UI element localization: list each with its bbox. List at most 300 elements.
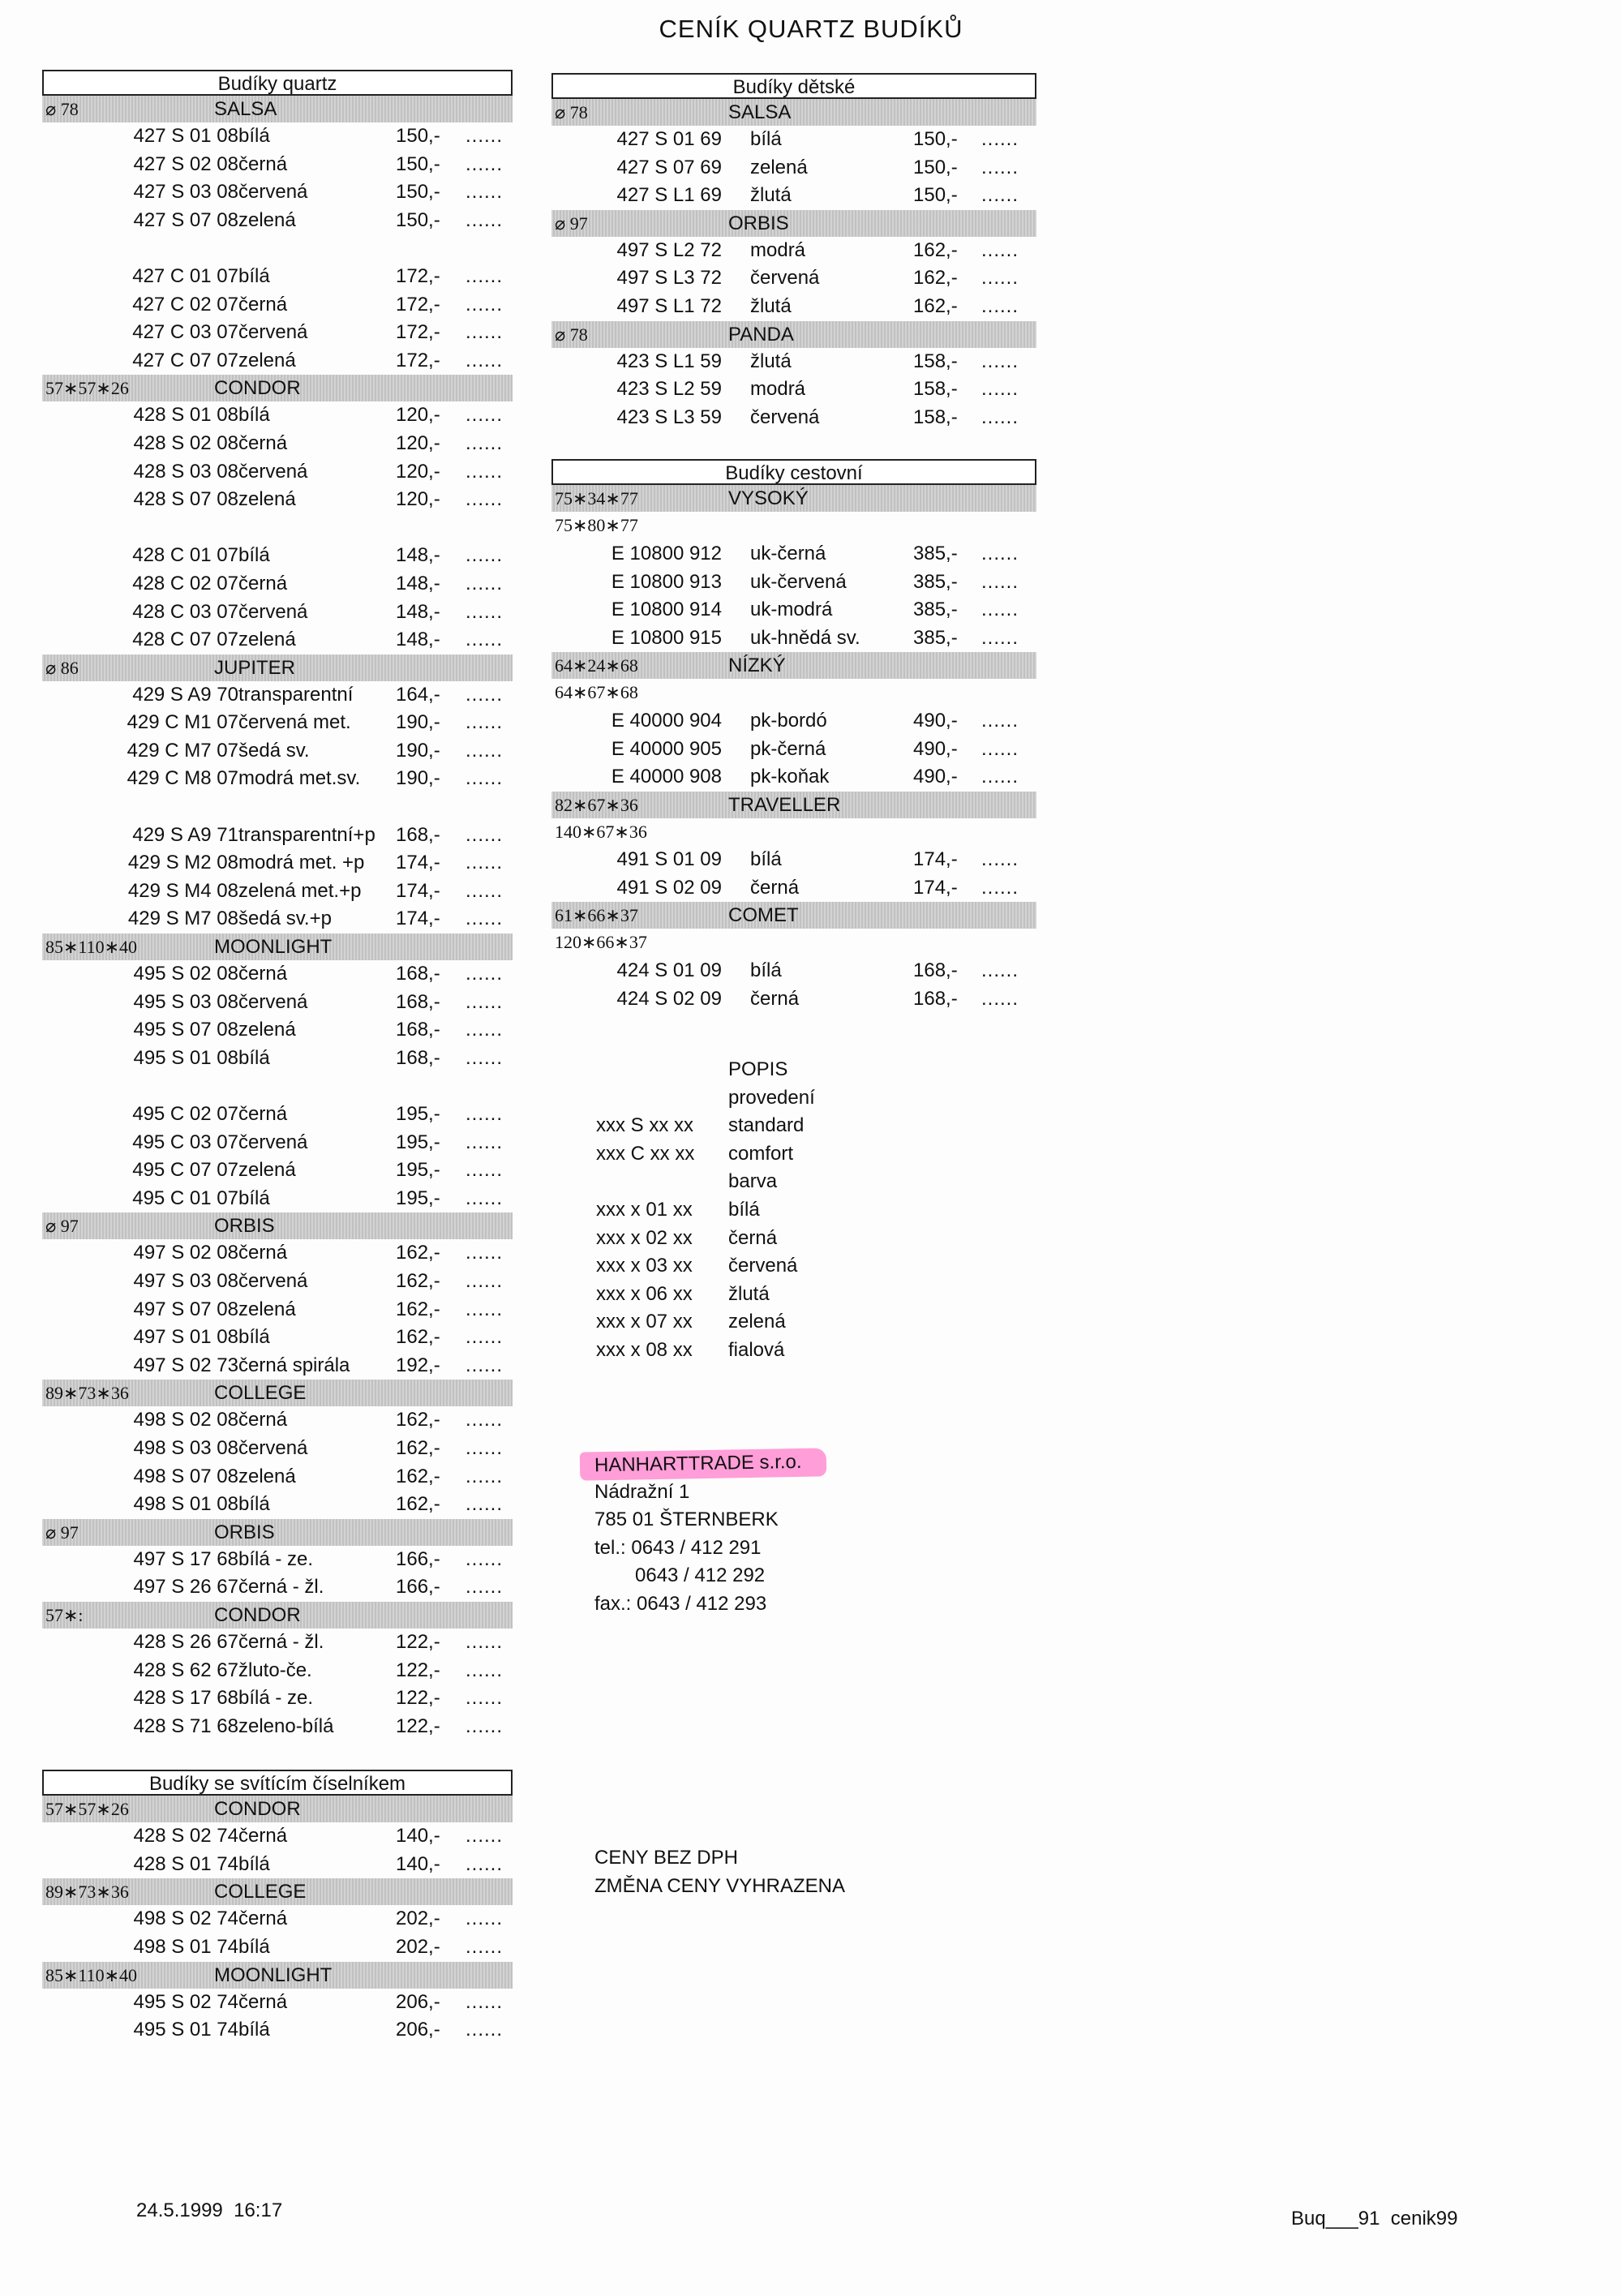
price-row: [42, 207, 513, 235]
price-row: [551, 264, 1036, 293]
product-price: 162,-: [396, 1326, 440, 1349]
quantity-dots: ......: [466, 1354, 504, 1376]
product-code: 495 S 03 08: [133, 990, 238, 1013]
product-color: zeleno-bílá: [238, 1714, 334, 1737]
product-code: 495 C 02 07: [132, 1103, 238, 1125]
product-color: zelená: [238, 349, 296, 371]
product-color: žlutá: [750, 184, 792, 207]
product-color: černá: [238, 1409, 288, 1431]
price-row: [551, 874, 1036, 903]
price-row: [42, 1546, 513, 1574]
product-price: 162,-: [396, 1465, 440, 1487]
group-model-name: SALSA: [214, 98, 277, 120]
price-row: [42, 401, 513, 430]
secondary-dimensions: 75∗80∗77: [555, 515, 638, 536]
product-code: 495 S 02 08: [133, 963, 238, 985]
product-color: zelená: [750, 156, 808, 178]
product-price: 195,-: [396, 1131, 440, 1153]
quantity-dots: ......: [466, 181, 504, 204]
product-price: 122,-: [396, 1687, 440, 1710]
product-color: černá - žl.: [238, 1630, 324, 1653]
product-price: 202,-: [396, 1936, 440, 1959]
quantity-dots: ......: [466, 1687, 504, 1710]
product-group-header: [551, 485, 1036, 512]
group-model-name: SALSA: [728, 101, 792, 123]
price-row: [42, 1933, 513, 1962]
product-code: 428 S 02 74: [133, 1825, 238, 1848]
product-price: 122,-: [396, 1630, 440, 1653]
quantity-dots: ......: [981, 766, 1019, 788]
product-price: 148,-: [396, 544, 440, 567]
price-row: [42, 681, 513, 710]
legend-row: [551, 1337, 973, 1365]
price-row: [551, 957, 1036, 985]
product-price: 140,-: [396, 1825, 440, 1848]
group-model-name: ORBIS: [214, 1215, 275, 1238]
product-price: 195,-: [396, 1159, 440, 1182]
product-code: E 10800 912: [611, 542, 722, 564]
group-dimensions: 75∗34∗77: [555, 488, 638, 509]
product-code: 428 S 17 68: [133, 1687, 238, 1710]
product-price: 162,-: [396, 1493, 440, 1516]
group-dimensions: 57∗:: [45, 1604, 84, 1625]
product-color: černá: [238, 1103, 288, 1125]
product-code: 495 S 01 74: [133, 2019, 238, 2041]
group-dimensions: 82∗67∗36: [555, 794, 638, 815]
product-code: 427 C 07 07: [132, 349, 238, 371]
price-row: [42, 1905, 513, 1933]
product-price: 490,-: [913, 737, 958, 760]
product-color: černá: [238, 963, 288, 985]
product-code: 429 S M7 08: [127, 908, 238, 930]
product-code: 491 S 01 09: [616, 848, 722, 871]
product-group-header: [551, 321, 1036, 348]
price-row: [42, 878, 513, 906]
price-row: [42, 1045, 513, 1073]
group-model-name: COLLEGE: [214, 1382, 307, 1405]
product-code: 497 S 02 73: [133, 1354, 238, 1376]
quantity-dots: ......: [466, 963, 504, 985]
product-color: bílá - ze.: [238, 1547, 314, 1570]
quantity-dots: ......: [466, 1187, 504, 1209]
product-price: 490,-: [913, 709, 958, 732]
quantity-dots: ......: [466, 1131, 504, 1153]
quantity-dots: ......: [466, 1714, 504, 1737]
quantity-dots: ......: [981, 406, 1019, 428]
legend-text: žlutá: [728, 1282, 770, 1305]
product-group-header: [551, 792, 1036, 818]
quantity-dots: ......: [466, 1852, 504, 1875]
product-code: 427 C 03 07: [132, 321, 238, 344]
price-row: [42, 542, 513, 570]
product-color: černá: [750, 876, 800, 899]
product-group-header: [42, 933, 513, 960]
product-color: zelená: [238, 1298, 296, 1320]
product-color: zelená: [238, 488, 296, 511]
quantity-dots: ......: [466, 1046, 504, 1069]
product-color: uk-modrá: [750, 599, 833, 621]
product-code: 497 S L3 72: [616, 267, 722, 290]
legend-text: bílá: [728, 1198, 760, 1221]
product-color: bílá: [750, 959, 782, 982]
product-price: 122,-: [396, 1714, 440, 1737]
product-price: 162,-: [396, 1242, 440, 1264]
product-code: 491 S 02 09: [616, 876, 722, 899]
price-row: [42, 765, 513, 793]
quantity-dots: ......: [981, 737, 1019, 760]
quantity-dots: ......: [981, 128, 1019, 150]
quantity-dots: ......: [466, 1326, 504, 1349]
product-code: 423 S L2 59: [616, 378, 722, 401]
product-code: 424 S 02 09: [616, 987, 722, 1010]
city: 785 01 ŠTERNBERK: [594, 1508, 779, 1531]
product-price: 195,-: [396, 1187, 440, 1209]
product-color: černá: [238, 1908, 288, 1930]
product-price: 168,-: [913, 987, 958, 1010]
product-color: červená: [238, 181, 308, 204]
product-price: 174,-: [396, 908, 440, 930]
product-code: E 10800 913: [611, 570, 722, 593]
product-code: 497 S L2 72: [616, 238, 722, 261]
product-color: bílá: [238, 1326, 270, 1349]
group-model-name: NÍZKÝ: [728, 654, 786, 677]
quantity-dots: ......: [466, 629, 504, 651]
price-row: [42, 960, 513, 989]
price-row: [42, 263, 513, 291]
product-price: 148,-: [396, 600, 440, 623]
product-price: 172,-: [396, 321, 440, 344]
quantity-dots: ......: [466, 767, 504, 790]
product-price: 150,-: [913, 184, 958, 207]
price-row: [42, 1101, 513, 1129]
product-price: 150,-: [396, 125, 440, 147]
quantity-dots: ......: [981, 570, 1019, 593]
product-code: 497 S 26 67: [133, 1576, 238, 1599]
quantity-dots: ......: [466, 908, 504, 930]
product-group-header: [42, 1212, 513, 1239]
quantity-dots: ......: [466, 488, 504, 511]
price-section: [551, 73, 1036, 431]
price-row: [551, 540, 1036, 569]
product-code: 498 S 02 74: [133, 1908, 238, 1930]
quantity-dots: ......: [981, 876, 1019, 899]
price-section: [42, 1770, 513, 2045]
price-row: [42, 1657, 513, 1685]
quantity-dots: ......: [466, 1103, 504, 1125]
price-row: [42, 1296, 513, 1324]
legend-row: [551, 1140, 973, 1169]
product-price: 168,-: [913, 959, 958, 982]
product-color: modrá: [750, 238, 806, 261]
secondary-dimensions: 64∗67∗68: [555, 682, 638, 703]
quantity-dots: ......: [466, 852, 504, 874]
product-color: bílá: [750, 848, 782, 871]
price-row: [42, 1268, 513, 1296]
quantity-dots: ......: [466, 1630, 504, 1653]
page-title: CENÍK QUARTZ BUDÍKŮ: [659, 15, 963, 43]
right-column: [551, 73, 1036, 1013]
product-price: 122,-: [396, 1659, 440, 1681]
price-row: [42, 570, 513, 599]
price-row: [42, 1713, 513, 1741]
quantity-dots: ......: [981, 599, 1019, 621]
product-price: 385,-: [913, 570, 958, 593]
price-row: [551, 736, 1036, 764]
price-row: [42, 1851, 513, 1879]
product-price: 120,-: [396, 460, 440, 483]
product-color: bílá: [238, 2019, 270, 2041]
group-dimensions: 64∗24∗68: [555, 655, 638, 676]
price-row: [42, 1629, 513, 1657]
product-color: transparentní: [238, 683, 354, 706]
legend-text: comfort: [728, 1142, 794, 1165]
quantity-dots: ......: [466, 1436, 504, 1459]
product-code: E 40000 905: [611, 737, 722, 760]
price-row: [551, 846, 1036, 874]
product-color: bílá: [238, 404, 270, 427]
quantity-dots: ......: [981, 626, 1019, 649]
price-row: [42, 822, 513, 850]
group-dimensions: ⌀ 78: [555, 324, 588, 345]
product-color: modrá met. +p: [238, 852, 365, 874]
product-code: 429 S A9 71: [132, 823, 238, 846]
legend-row: [551, 1196, 973, 1225]
quantity-dots: ......: [981, 350, 1019, 372]
product-code: 429 S A9 70: [132, 683, 238, 706]
section-title: Budíky se svítícím číselníkem: [42, 1770, 513, 1796]
quantity-dots: ......: [466, 739, 504, 762]
product-price: 206,-: [396, 1990, 440, 2013]
product-code: 427 S 03 08: [133, 181, 238, 204]
row-spacer: [42, 1072, 513, 1101]
product-code: 429 C M7 07: [127, 739, 238, 762]
product-group-header: [42, 1878, 513, 1905]
product-group-header: [42, 96, 513, 122]
price-row: [551, 376, 1036, 404]
price-row: [42, 1684, 513, 1713]
price-row: [42, 1239, 513, 1268]
product-color: černá: [238, 572, 288, 594]
product-color: černá: [750, 987, 800, 1010]
section-title: Budíky quartz: [42, 70, 513, 96]
product-color: černá: [238, 431, 288, 454]
quantity-dots: ......: [981, 848, 1019, 871]
product-color: černá: [238, 1990, 288, 2013]
product-group-header: [551, 210, 1036, 237]
product-code: 424 S 01 09: [616, 959, 722, 982]
price-row: [42, 458, 513, 487]
secondary-dimensions: 140∗67∗36: [555, 821, 647, 842]
product-color: bílá: [238, 1187, 270, 1209]
product-code: 498 S 07 08: [133, 1465, 238, 1487]
product-price: 162,-: [396, 1409, 440, 1431]
quantity-dots: ......: [466, 1576, 504, 1599]
price-section: [42, 70, 513, 1740]
product-group-header: [42, 654, 513, 681]
row-spacer: [42, 793, 513, 822]
group-model-name: PANDA: [728, 323, 794, 345]
product-color: uk-černá: [750, 542, 826, 564]
product-color: červená: [238, 1131, 308, 1153]
product-color: šedá sv.: [238, 739, 310, 762]
product-code: 428 S 62 67: [133, 1659, 238, 1681]
price-row: [42, 905, 513, 933]
product-price: 174,-: [396, 879, 440, 902]
price-row: [551, 404, 1036, 432]
product-price: 158,-: [913, 406, 958, 428]
group-model-name: VYSOKÝ: [728, 487, 809, 510]
legend-row: [551, 1084, 973, 1113]
product-color: černá: [238, 152, 288, 175]
price-row: [42, 1129, 513, 1157]
group-model-name: MOONLIGHT: [214, 1963, 333, 1986]
product-code: E 40000 908: [611, 766, 722, 788]
price-row: [551, 348, 1036, 376]
group-model-name: CONDOR: [214, 377, 301, 400]
product-color: žluto-če.: [238, 1659, 312, 1681]
product-price: 385,-: [913, 599, 958, 621]
group-dimensions: 57∗57∗26: [45, 378, 129, 399]
price-row: [42, 2016, 513, 2045]
price-row: [551, 985, 1036, 1014]
product-code: 427 S L1 69: [616, 184, 722, 207]
legend-code: xxx x 07 xx: [596, 1311, 693, 1333]
quantity-dots: ......: [466, 990, 504, 1013]
product-price: 148,-: [396, 572, 440, 594]
product-color: zelená: [238, 1159, 296, 1182]
group-model-name: ORBIS: [214, 1521, 275, 1543]
product-color: zelená: [238, 629, 296, 651]
quantity-dots: ......: [466, 1269, 504, 1292]
product-code: 498 S 01 74: [133, 1936, 238, 1959]
legend-row: [551, 1308, 973, 1337]
product-price: 168,-: [396, 1019, 440, 1041]
quantity-dots: ......: [466, 1409, 504, 1431]
group-dimensions: 85∗110∗40: [45, 937, 138, 958]
quantity-dots: ......: [466, 1825, 504, 1848]
product-group-header: [42, 1380, 513, 1406]
product-color: zelená: [238, 1019, 296, 1041]
product-color: žlutá: [750, 350, 792, 372]
product-code: 429 C M1 07: [127, 711, 238, 734]
product-color: bílá: [238, 1852, 270, 1875]
secondary-dimensions: 120∗66∗37: [555, 932, 647, 953]
product-price: 158,-: [913, 378, 958, 401]
quantity-dots: ......: [466, 208, 504, 231]
product-code: 497 S 01 08: [133, 1326, 238, 1349]
product-code: 429 S M4 08: [127, 879, 238, 902]
price-row: [42, 1352, 513, 1380]
group-model-name: COLLEGE: [214, 1881, 307, 1903]
product-code: 427 C 01 07: [132, 264, 238, 287]
quantity-dots: ......: [466, 823, 504, 846]
product-group-header: [42, 1796, 513, 1822]
legend-code: xxx x 08 xx: [596, 1338, 693, 1361]
product-code: 497 S 17 68: [133, 1547, 238, 1570]
product-code: 497 S 07 08: [133, 1298, 238, 1320]
legend-code: xxx C xx xx: [596, 1142, 695, 1165]
price-row: [551, 596, 1036, 624]
product-code: 498 S 02 08: [133, 1409, 238, 1431]
product-price: 162,-: [396, 1298, 440, 1320]
group-dimensions: ⌀ 97: [45, 1216, 79, 1237]
product-price: 192,-: [396, 1354, 440, 1376]
price-row: [42, 291, 513, 320]
price-row: [42, 1822, 513, 1851]
product-color: červená: [750, 267, 820, 290]
legend-text: červená: [728, 1255, 798, 1277]
product-price: 190,-: [396, 767, 440, 790]
product-price: 162,-: [913, 238, 958, 261]
quantity-dots: ......: [466, 1242, 504, 1264]
product-color: bílá - ze.: [238, 1687, 314, 1710]
quantity-dots: ......: [981, 959, 1019, 982]
legend-text: standard: [728, 1114, 805, 1137]
product-code: 495 C 03 07: [132, 1131, 238, 1153]
product-code: 428 C 02 07: [132, 572, 238, 594]
product-code: 428 C 03 07: [132, 600, 238, 623]
product-code: 427 S 07 08: [133, 208, 238, 231]
product-color: modrá: [750, 378, 806, 401]
product-group-header: [42, 1519, 513, 1546]
product-code: 427 C 02 07: [132, 293, 238, 315]
group-model-name: COMET: [728, 904, 799, 927]
product-price: 206,-: [396, 2019, 440, 2041]
product-code: 498 S 03 08: [133, 1436, 238, 1459]
product-price: 150,-: [913, 128, 958, 150]
product-price: 190,-: [396, 739, 440, 762]
product-code: 428 S 71 68: [133, 1714, 238, 1737]
product-code: 428 S 07 08: [133, 488, 238, 511]
product-color: bílá: [750, 128, 782, 150]
product-price: 174,-: [913, 848, 958, 871]
contact-block: [594, 1450, 1081, 1619]
product-code: 423 S L1 59: [616, 350, 722, 372]
product-price: 162,-: [913, 267, 958, 290]
legend-text: POPIS: [728, 1058, 788, 1080]
quantity-dots: ......: [466, 1659, 504, 1681]
quantity-dots: ......: [466, 2019, 504, 2041]
product-price: 202,-: [396, 1908, 440, 1930]
product-price: 140,-: [396, 1852, 440, 1875]
price-row: [42, 737, 513, 766]
note-price-change: ZMĚNA CENY VYHRAZENA: [594, 1874, 845, 1897]
legend-code: xxx x 03 xx: [596, 1255, 693, 1277]
product-price: 150,-: [396, 181, 440, 204]
quantity-dots: ......: [466, 264, 504, 287]
legend-text: provedení: [728, 1086, 815, 1109]
price-row: [42, 1406, 513, 1435]
product-color: červená: [750, 406, 820, 428]
street: Nádražní 1: [594, 1480, 690, 1503]
product-code: 497 S 02 08: [133, 1242, 238, 1264]
product-code: 428 S 02 08: [133, 431, 238, 454]
product-code: 498 S 01 08: [133, 1493, 238, 1516]
quantity-dots: ......: [466, 293, 504, 315]
product-price: 195,-: [396, 1103, 440, 1125]
legend-text: černá: [728, 1226, 778, 1249]
price-row: [551, 569, 1036, 597]
product-code: E 10800 914: [611, 599, 722, 621]
product-group-header: [551, 99, 1036, 126]
product-code: 428 S 26 67: [133, 1630, 238, 1653]
product-group-header: [551, 902, 1036, 929]
product-color: červená: [238, 600, 308, 623]
price-row: [42, 1491, 513, 1519]
price-row: [551, 182, 1036, 210]
quantity-dots: ......: [466, 125, 504, 147]
quantity-dots: ......: [466, 683, 504, 706]
